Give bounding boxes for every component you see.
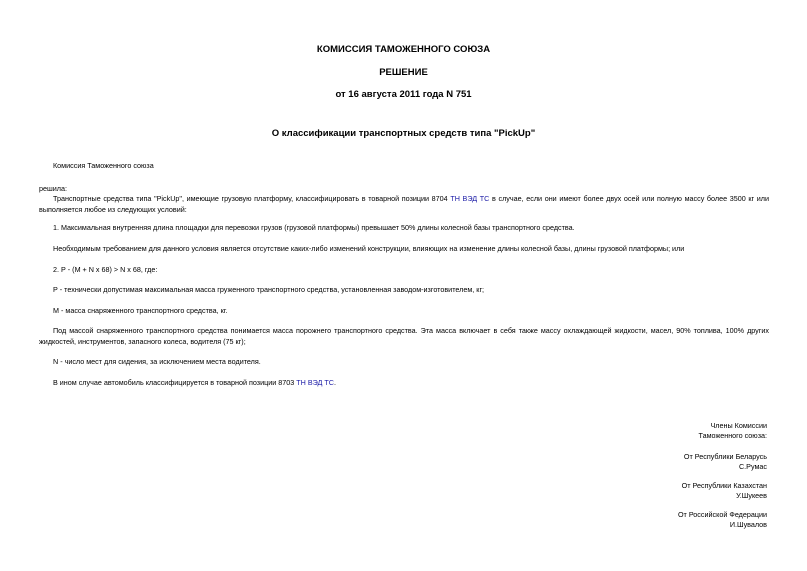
condition-1: 1. Максимальная внутренняя длина площадки для перевозки грузов (грузовой платформы) превышает 50% длины колесной базы транспортного средства. bbox=[53, 223, 575, 232]
condition-2-formula: 2. Р - (М + N х 68) > N х 68, где: bbox=[53, 265, 158, 274]
definition-mass: Под массой снаряженного транспортного средства понимается масса порожнего транспортного средства. Эта масса включает в себя также массу охлаждающей жидкости, масел, 90% топлива, 100% других жидкостей, инструментов, запасного колеса, водителя (75 кг); bbox=[39, 326, 769, 346]
org-name: КОМИССИЯ ТАМОЖЕННОГО СОЮЗА bbox=[316, 44, 491, 55]
signature-russia bbox=[678, 510, 767, 530]
members-line-1: Члены Комиссии bbox=[710, 421, 767, 430]
else-paragraph bbox=[53, 377, 769, 388]
doc-date: от 16 августа 2011 года N 751 bbox=[335, 89, 472, 100]
definition-n: N - число мест для сидения, за исключением места водителя. bbox=[53, 357, 261, 366]
belarus-country: От Республики Беларусь bbox=[683, 452, 767, 461]
paragraph-main-text-b: в случае, если они имеют более двух осей или полную массу более 3500 кг или выполняется любое из следующих условий: bbox=[39, 194, 769, 214]
else-text-b: . bbox=[334, 378, 336, 387]
tnved-link-2[interactable]: ТН ВЭД ТС bbox=[296, 378, 334, 387]
kazakhstan-name: У.Шукеев bbox=[736, 491, 767, 500]
russia-name: И.Шувалов bbox=[729, 520, 767, 529]
definition-m: М - масса снаряженного транспортного средства, кг. bbox=[53, 306, 228, 315]
doc-title: О классификации транспортных средств типа "PickUp" bbox=[271, 128, 536, 139]
condition-1-note: Необходимым требованием для данного условия является отсутствие каких-либо изменений конструкции, влияющих на изменение длины колесной базы, длины грузовой платформы; или bbox=[53, 244, 685, 253]
paragraph-main bbox=[39, 193, 769, 215]
belarus-name: С.Румас bbox=[738, 462, 767, 471]
kazakhstan-country: От Республики Казахстан bbox=[681, 481, 767, 490]
signature-kazakhstan bbox=[682, 481, 767, 501]
signature-members bbox=[699, 421, 767, 441]
paragraph-main-text-a: Транспортные средства типа "PickUp", имеющие грузовую платформу, классифицировать в товарной позиции 8704 bbox=[53, 194, 451, 203]
russia-country: От Российской Федерации bbox=[677, 510, 767, 519]
decided-text: решила: bbox=[39, 184, 67, 193]
else-text-a: В ином случае автомобиль классифицируется в товарной позиции 8703 bbox=[53, 378, 297, 387]
members-line-2: Таможенного союза: bbox=[698, 431, 767, 440]
tnved-link[interactable]: ТН ВЭД ТС bbox=[450, 194, 490, 203]
definition-p: Р - технически допустимая максимальная масса груженного транспортного средства, установленная заводом-изготовителем, кг; bbox=[53, 285, 485, 294]
doc-type: РЕШЕНИЕ bbox=[379, 67, 428, 78]
signature-belarus bbox=[684, 452, 767, 472]
intro-text: Комиссия Таможенного союза bbox=[53, 161, 154, 170]
